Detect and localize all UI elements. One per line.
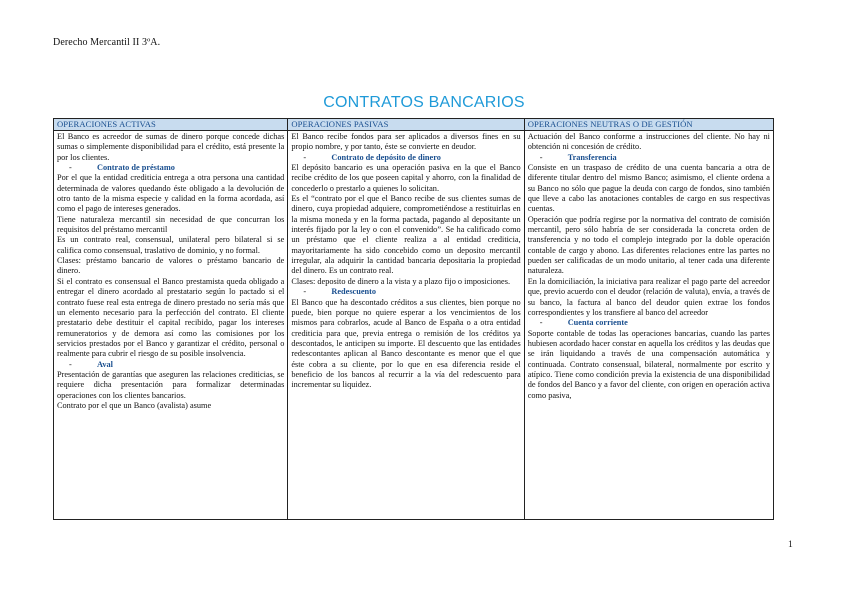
document-title: CONTRATOS BANCARIOS <box>323 94 525 111</box>
list-dash: - <box>539 152 543 162</box>
contracts-table <box>53 118 774 520</box>
paragraph: Por el que la entidad crediticia entrega a otra persona una cantidad determinada de valores quedando éste obligado a la devolución de otro tanto de la misma especie y calidad en la forma acordada, así como el pago de intereses generados. <box>57 173 285 214</box>
list-dash: - <box>539 318 543 328</box>
list-dash: - <box>69 359 72 369</box>
paragraph: Clases: préstamo bancario de valores o préstamo bancario de dinero. <box>57 256 285 276</box>
subsection-heading <box>69 360 284 370</box>
subsection-title: Contrato de depósito de dinero <box>331 152 441 162</box>
column-heading: OPERACIONES PASIVAS <box>288 119 523 131</box>
column-active-operations <box>54 119 288 519</box>
page-number: 1 <box>788 540 793 550</box>
column-neutral-operations <box>525 119 773 519</box>
paragraph: El depósito bancario es una operación pasiva en la que el Banco recibe crédito de los que poseen capital y ahorro, con la finalidad de concederlo o prestarlo a quienes lo solicitan. <box>291 163 521 193</box>
paragraph: Operación que podría regirse por la normativa del contrato de comisión mercantil, pero sólo habría de ser considerada la concreta orden de transferencia y no todo el complejo integrado por la doble operación contable de cargo y abono. Las diferentes relaciones entre las partes no pueden ser calificadas de un modo unitario, al tener cada una diferente naturaleza. <box>527 214 770 276</box>
paragraph: El Banco es acreedor de sumas de dinero porque concede dichas sumas o simplemente disponibilidad para el crédito, está presente la por los clientes. <box>57 132 285 162</box>
column-body <box>288 131 523 391</box>
paragraph: Clases: deposito de dinero a la vista y a plazo fijo o imposiciones. <box>291 276 511 286</box>
paragraph: Soporte contable de todas las operaciones bancarias, cuando las partes hubiesen acordado hacer constar en aquella los créditos y las deudas que se irán liquidando a través de una compensación automática y continuada. Contrato consensual, bilateral, normalmente por escrito y atípico. Tiene como condición previa la existencia de una disponibilidad de fondos del Banco y a favor del cliente, con origen en operación activa como pasiva, <box>527 328 770 400</box>
subsection-title: Cuenta corriente <box>567 318 628 328</box>
subsection-title: Contrato de préstamo <box>97 163 175 173</box>
subsection-title: Transferencia <box>567 152 617 162</box>
paragraph: Consiste en un traspaso de crédito de una cuenta bancaria a otra de diferente titular dentro del mismo Banco; asimismo, el cliente ordena a su Banco no sólo que pague la deuda con cargo de fondos, sino también que lleve a cabo las anotaciones contables de cargo en sus respectivas cuentas. <box>527 163 770 214</box>
column-heading: OPERACIONES NEUTRAS O DE GESTIÓN <box>525 119 773 131</box>
subsection-title: Aval <box>97 359 113 369</box>
paragraph: Si el contrato es consensual el Banco prestamista queda obligado a entregar el dinero acordado al prestatario según lo pactado si el contrato fuese real esta entrega de dinero prestado no sería más que un elemento necesario para la perfección del contrato. El cliente prestatario debe destituir el capital recibido, pagar los intereses remuneratorios y de demora así como las comisiones por los servicios prestados por el Banco y garantizar el crédito, personal o realmente para cubrir el riesgo de su posible insolvencia. <box>57 276 285 359</box>
document-header: Derecho Mercantil II 3ºA. <box>53 37 161 48</box>
column-passive-operations <box>288 119 524 519</box>
column-body <box>525 131 773 401</box>
subsection-heading <box>303 153 520 163</box>
subsection-heading <box>540 318 770 328</box>
paragraph: Actuación del Banco conforme a instrucciones del cliente. No hay ni obtención ni concesión de crédito. <box>527 132 770 152</box>
paragraph: Es un contrato real, consensual, unilateral pero bilateral si se califica como consensual, traslativo de dominio, y no formal. <box>57 235 285 255</box>
column-heading: OPERACIONES ACTIVAS <box>54 119 287 131</box>
column-body <box>54 131 287 411</box>
list-dash: - <box>303 152 307 162</box>
paragraph: Contrato por el que un Banco (avalista) asume <box>57 400 212 410</box>
paragraph: El Banco que ha descontado créditos a sus clientes, bien porque no puede, bien porque no quiere esperar a los vencimientos de los mismos para cobrarlos, acude al Banco de España o a otra entidad crediticia para que, previa entrega o remisión de los créditos ya descontados, le anticipen su importe. El descuento que las entidades redescontantes aplican al Banco descontante es menor que el que éste cobra a su cliente, por lo que en esa diferencia reside el beneficio de los bancos al recurrir a la vía del redescuento para incrementar su liquidez. <box>291 297 521 390</box>
paragraph: Es el “contrato por el que el Banco recibe de sus clientes sumas de dinero, cuya propiedad adquiere, comprometiéndose a restituirlas en la misma moneda y en la forma pactada, pagando al depositante un interés fijado por la ley o con el convenido”. Se ha calificado como un préstamo que el cliente realiza a al entidad crediticia, mayoritariamente ha sido concebido como un deposito mercantil irregular, ala adquirir la cantidad bancaria depositaria la propiedad del dinero. Es un contrato real. <box>291 194 521 276</box>
paragraph: El Banco recibe fondos para ser aplicados a diversos fines en su propio nombre, y por tanto, éste se convierte en deudor. <box>291 132 521 152</box>
subsection-title: Redescuento <box>331 287 377 297</box>
paragraph: En la domiciliación, la iniciativa para realizar el pago parte del acreedor que, previo acuerdo con el deudor (relación de valuta), envía, a través de su banco, la factura al banco del deudor quien extrae los fondos correspondientes y los transfiere al banco del acreedor <box>527 276 770 317</box>
list-dash: - <box>69 163 72 173</box>
paragraph: Presentación de garantías que aseguren las relaciones crediticias, se requiere dicha presentación para formalizar determinadas operaciones con los clientes bancarios. <box>57 369 285 400</box>
subsection-heading <box>540 153 770 163</box>
list-dash: - <box>303 287 307 297</box>
subsection-heading <box>303 287 520 297</box>
subsection-heading <box>69 163 284 173</box>
paragraph: Tiene naturaleza mercantil sin necesidad de que concurran los requisitos del préstamo mercantil <box>57 214 285 235</box>
